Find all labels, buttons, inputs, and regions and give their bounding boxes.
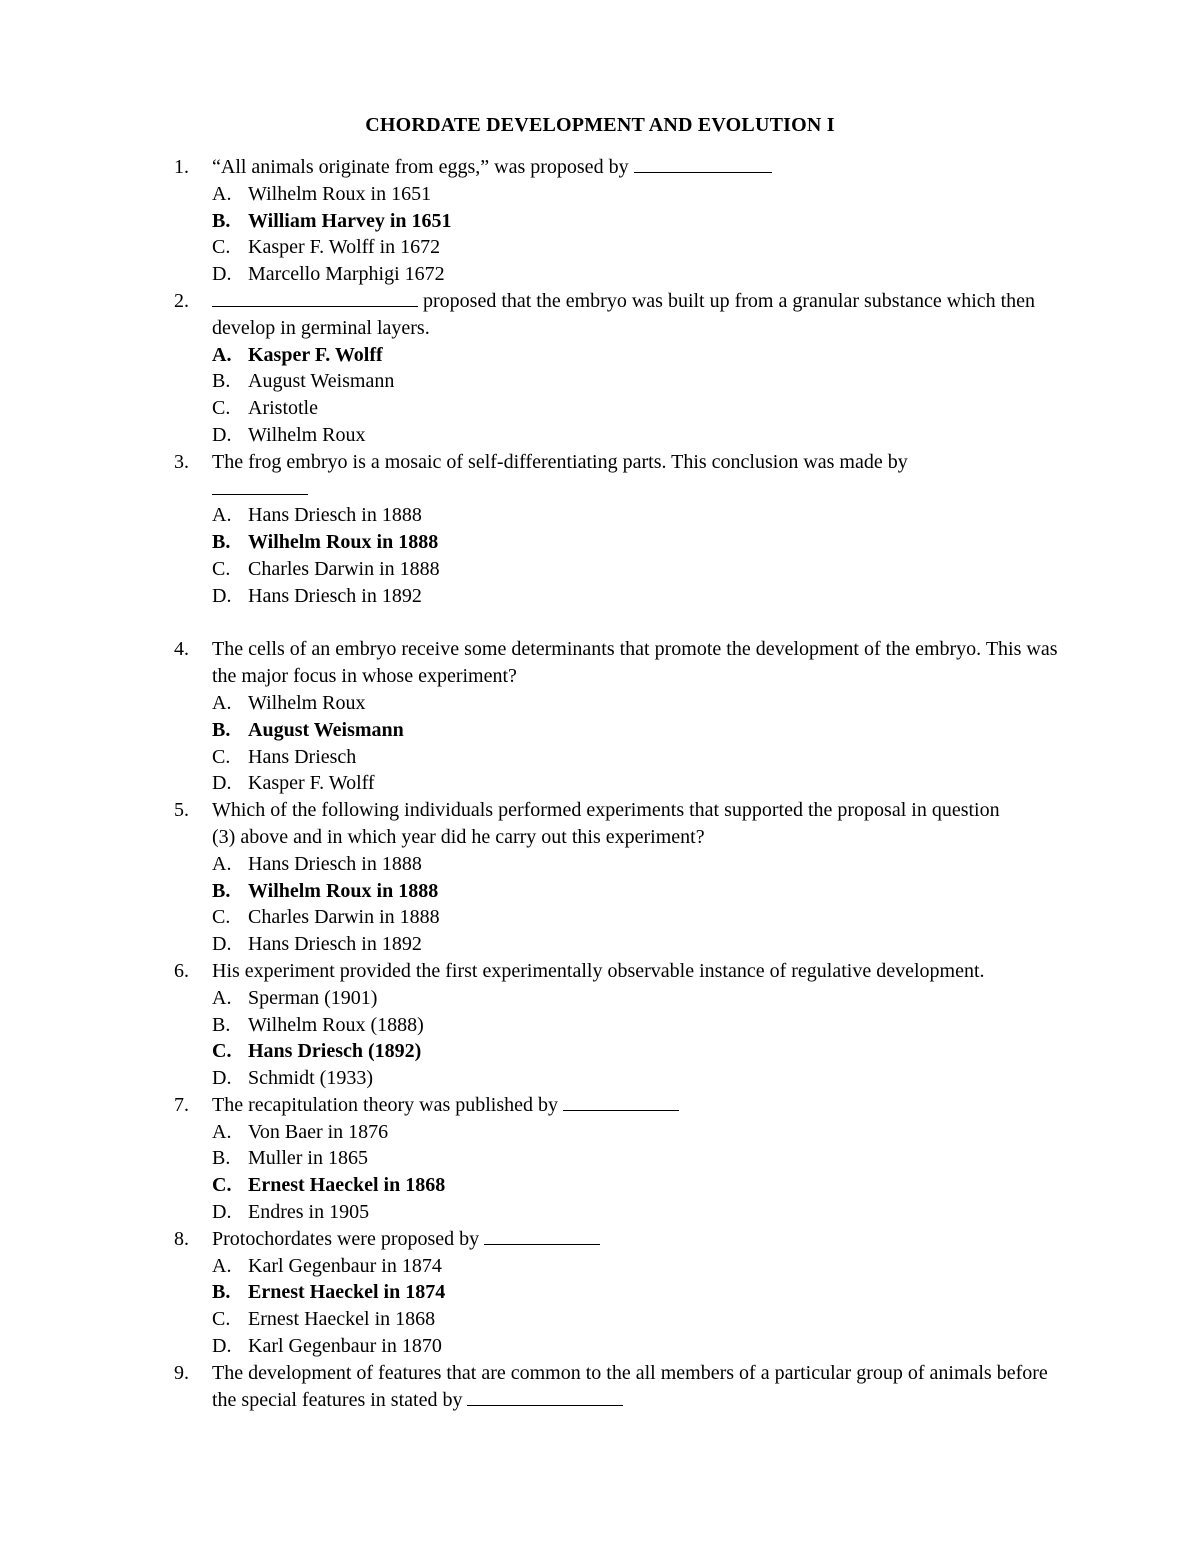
option-b: B. Wilhelm Roux (1888)	[212, 1013, 424, 1036]
option-d: D. Karl Gegenbaur in 1870	[212, 1335, 442, 1358]
option-c-correct: C. Ernest Haeckel in 1868	[212, 1174, 446, 1197]
question-number: 6.	[174, 959, 189, 982]
option-list	[174, 181, 1074, 288]
question-stem: proposed that the embryo was built up from a granular substance which then develop in germinal layers.	[212, 289, 1036, 339]
question-8	[174, 1226, 1074, 1360]
option-d: D. Hans Driesch in 1892	[212, 584, 422, 607]
question-stem: Protochordates were proposed by	[212, 1227, 485, 1250]
option-list	[174, 985, 1074, 1092]
option-c: C. Aristotle	[212, 397, 318, 420]
question-text	[212, 288, 1074, 342]
answer-blank	[634, 155, 772, 173]
question-text: The cells of an embryo receive some determinants that promote the development of the embryo. This was the major focus in whose experiment?	[212, 638, 1058, 688]
option-d: D. Kasper F. Wolff	[212, 772, 375, 795]
option-a: A. Hans Driesch in 1888	[212, 504, 422, 527]
answer-blank	[484, 1227, 600, 1245]
question-text	[212, 154, 1074, 181]
option-b-correct: B. Wilhelm Roux in 1888	[212, 879, 439, 902]
question-5	[174, 797, 1074, 958]
option-d: D. Hans Driesch in 1892	[212, 933, 422, 956]
answer-blank	[212, 477, 308, 495]
option-a: A. Von Baer in 1876	[212, 1120, 389, 1143]
question-number: 8.	[174, 1227, 189, 1250]
option-d: D. Endres in 1905	[212, 1201, 370, 1224]
option-list	[174, 690, 1074, 797]
question-text: His experiment provided the first experimentally observable instance of regulative development.	[212, 959, 985, 982]
question-text	[212, 449, 952, 503]
question-text	[212, 1360, 1074, 1414]
option-c: C. Kasper F. Wolff in 1672	[212, 236, 441, 259]
question-2	[174, 288, 1074, 449]
question-stem: The recapitulation theory was published by	[212, 1093, 564, 1116]
option-a: A. Wilhelm Roux in 1651	[212, 182, 432, 205]
option-d: D. Marcello Marphigi 1672	[212, 263, 445, 286]
option-b: B. August Weismann	[212, 370, 395, 393]
option-c-correct: C. Hans Driesch (1892)	[212, 1040, 422, 1063]
question-number: 3.	[174, 450, 189, 473]
option-a-correct: A. Kasper F. Wolff	[212, 343, 383, 366]
question-number: 5.	[174, 799, 189, 822]
question-text	[212, 1092, 1074, 1119]
option-c: C. Charles Darwin in 1888	[212, 557, 440, 580]
question-4	[174, 636, 1074, 797]
question-number: 9.	[174, 1361, 189, 1384]
question-number: 1.	[174, 156, 189, 178]
question-1	[174, 154, 1074, 288]
option-list	[174, 342, 1074, 449]
page-title: CHORDATE DEVELOPMENT AND EVOLUTION I	[365, 114, 835, 136]
option-c: C. Charles Darwin in 1888	[212, 906, 440, 929]
question-text: Which of the following individuals performed experiments that supported the proposal in question (3) above and in which year did he carry out this experiment?	[212, 799, 1000, 848]
option-list	[174, 1253, 1074, 1360]
question-6	[174, 958, 1074, 1092]
question-7	[174, 1092, 1074, 1226]
option-a: A. Sperman (1901)	[212, 986, 378, 1009]
question-3	[174, 449, 1074, 610]
option-b: B. Muller in 1865	[212, 1147, 368, 1170]
question-list	[174, 154, 1074, 1413]
question-text	[212, 1226, 1074, 1253]
answer-blank	[212, 289, 418, 307]
question-stem: “All animals originate from eggs,” was proposed by	[212, 156, 634, 178]
option-d: D. Schmidt (1933)	[212, 1067, 373, 1090]
question-number: 4.	[174, 638, 189, 661]
question-number: 2.	[174, 289, 189, 312]
option-b-correct: B. August Weismann	[212, 718, 404, 741]
answer-blank	[563, 1093, 679, 1111]
option-c: C. Ernest Haeckel in 1868	[212, 1308, 436, 1331]
question-stem: The development of features that are common to the all members of a particular group of animals before the special features in stated by	[212, 1361, 1048, 1411]
option-a: A. Wilhelm Roux	[212, 691, 366, 714]
option-b-correct: B. William Harvey in 1651	[212, 209, 452, 232]
option-b-correct: B. Ernest Haeckel in 1874	[212, 1281, 446, 1304]
question-number: 7.	[174, 1093, 189, 1116]
option-b-correct: B. Wilhelm Roux in 1888	[212, 531, 439, 554]
option-a: A. Karl Gegenbaur in 1874	[212, 1254, 442, 1277]
option-list	[174, 1119, 1074, 1226]
option-d: D. Wilhelm Roux	[212, 423, 366, 446]
option-c: C. Hans Driesch	[212, 745, 357, 768]
answer-blank	[467, 1388, 623, 1406]
option-list	[174, 851, 1074, 958]
question-stem: The frog embryo is a mosaic of self-differentiating parts. This conclusion was made by	[212, 450, 908, 473]
option-list	[174, 502, 1074, 609]
question-9	[174, 1360, 1074, 1414]
option-a: A. Hans Driesch in 1888	[212, 852, 422, 875]
